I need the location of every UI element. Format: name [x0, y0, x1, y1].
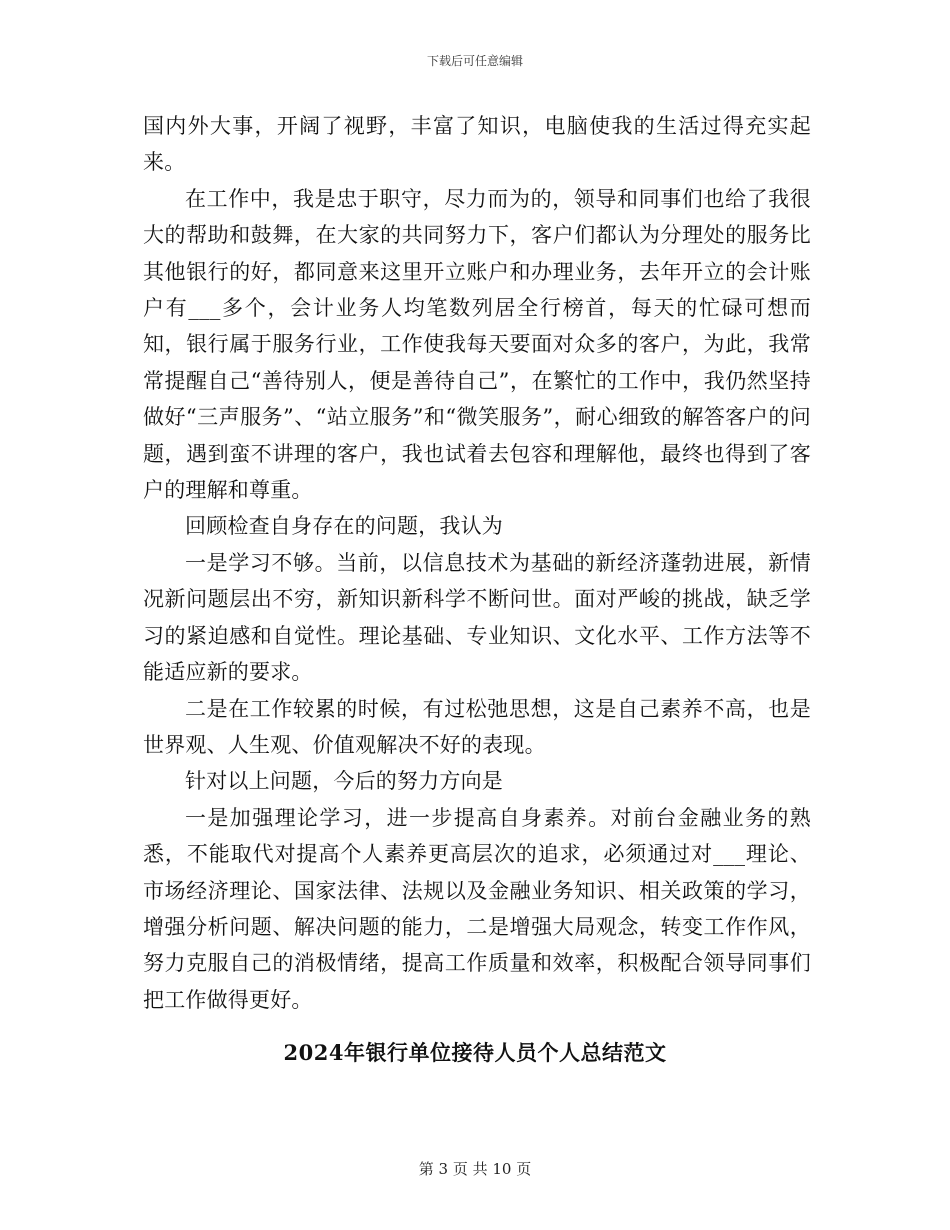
- paragraph-problem-one: 一是学习不够。当前，以信息技术为基础的新经济蓬勃进展，新情况新问题层出不穷，新知识新科学不断问世。面对严峻的挑战，缺乏学习的紧迫感和自觉性。理论基础、专业知识、文化水平、工作方法等不能适应新的要求。: [143, 550, 811, 685]
- paragraph-direction-intro: 针对以上问题，今后的努力方向是: [185, 769, 503, 794]
- page-footer: 第 3 页 共 10 页: [418, 1160, 532, 1178]
- paragraph-direction-one: 一是加强理论学习，进一步提高自身素养。对前台金融业务的熟悉，不能取代对提高个人素养更高层次的追求，必须通过对___理论、市场经济理论、国家法律、法规以及金融业务知识、相关政策的学习，增强分析问题、解决问题的能力，二是增强大局观念，转变工作作风，努力克服自己的消极情绪，提高工作质量和效率，积极配合领导同事们把工作做得更好。: [143, 805, 811, 1012]
- page-header: 下载后可任意编辑: [426, 54, 523, 68]
- document-body: [143, 108, 811, 1018]
- section-title: 2024年银行单位接待人员个人总结范文: [283, 1040, 667, 1065]
- paragraph-problem-two: 二是在工作较累的时候，有过松弛思想，这是自己素养不高，也是世界观、人生观、价值观解决不好的表现。: [143, 696, 811, 757]
- paragraph-continuation: 国内外大事，开阔了视野，丰富了知识，电脑使我的生活过得充实起来。: [143, 114, 811, 175]
- paragraph-work-experience: 在工作中，我是忠于职守，尽力而为的，领导和同事们也给了我很大的帮助和鼓舞，在大家的共同努力下，客户们都认为分理处的服务比其他银行的好，都同意来这里开立账户和办理业务，去年开立的会计账户有___多个，会计业务人均笔数列居全行榜首，每天的忙碌可想而知，银行属于服务行业，工作使我每天要面对众多的客户，为此，我常常提醒自己“善待别人，便是善待自己”，在繁忙的工作中，我仍然坚持做好“三声服务”、“站立服务”和“微笑服务”，耐心细致的解答客户的问题，遇到蛮不讲理的客户，我也试着去包容和理解他，最终也得到了客户的理解和尊重。: [143, 186, 811, 503]
- paragraph-review-intro: 回顾检查自身存在的问题，我认为: [185, 514, 503, 539]
